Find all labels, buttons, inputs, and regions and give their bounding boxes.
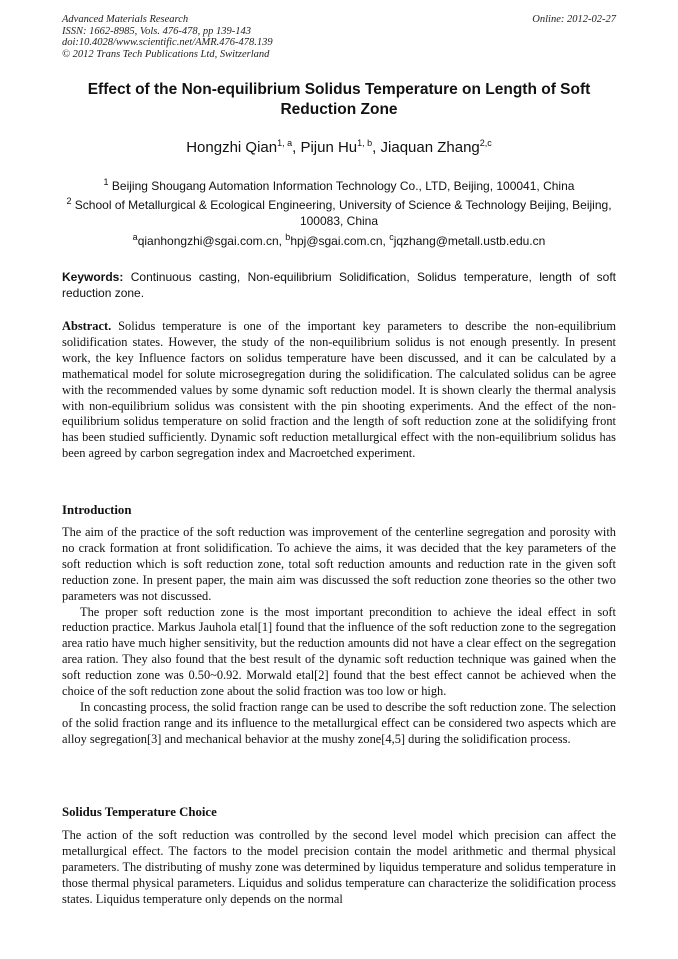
affiliation-number: 2: [66, 196, 72, 206]
journal-doi: doi:10.4028/www.scientific.net/AMR.476-478.139: [62, 37, 273, 48]
author-name: Pijun Hu: [300, 139, 358, 156]
affiliation-2: [62, 197, 616, 229]
journal-name: Advanced Materials Research: [62, 14, 189, 25]
journal-header: [62, 14, 616, 60]
online-date: Online: 2012-02-27: [532, 14, 616, 25]
email-address: hpj@sgai.com.cn,: [290, 234, 390, 248]
author-name: Jiaquan Zhang: [380, 139, 480, 156]
paragraph: The action of the soft reduction was controlled by the second level model which precision can affect the metallurgical effect. The factors to the model precision contain the model arithmetic and thermal physical parameters. The distributing of mushy zone was determined by liquidus temperature and solidus temperature in those thermal physical parameters. Liquidus and solidus temperature can characterize the solidification process states. Liquidus temperature only depends on the normal: [62, 828, 616, 906]
abstract-text: Solidus temperature is one of the important key parameters to describe the non-equilibrium solidification states. However, the study of the non-equilibrium solidus is not enough presently. In present work, the key Influence factors on solidus temperature have been discussed, and it can be calculated by a mathematical model for solute microsegregation during the solidification. The calculated solidus can be agree with the recommended values by some dynamic soft reduction model. It is shown clearly the thermal analysis with non-equilibrium solidus was consistent with the pin shooting experiments. And the effect of the non-equilibrium solidus temperature on solid fraction and the length of soft reduction zone at the solidifying front has been studied sufficiently. Dynamic soft reduction metallurgical effect with the non-equilibrium solidus has been agreed by carbon segregation index and Macroetched experiment.: [62, 319, 616, 461]
affiliation-text: School of Metallurgical & Ecological Engineering, University of Science & Technology Beijing, Beijing, 100083, China: [74, 198, 612, 228]
email-mark: c: [389, 232, 394, 242]
author-affiliation-mark: 1, a: [277, 138, 293, 148]
keywords: [62, 270, 616, 301]
email-address: jqzhang@metall.ustb.edu.cn: [393, 234, 546, 248]
journal-issn: ISSN: 1662-8985, Vols. 476-478, pp 139-143: [62, 25, 251, 37]
paper-title: Effect of the Non-equilibrium Solidus Temperature on Length of Soft Reduction Zone: [87, 81, 591, 118]
paragraph: In concasting process, the solid fraction range can be used to describe the soft reduction zone. The selection of the solid fraction range and its influence to the metallurgical effect can be considered two aspects which are alloy segregation[3] and mechanical behavior at the mushy zone[4,5] during the solidification process.: [62, 699, 616, 746]
abstract: [62, 319, 616, 462]
email-address: qianhongzhi@sgai.com.cn,: [137, 234, 286, 248]
email-mark: b: [285, 232, 291, 242]
keywords-label: Keywords:: [62, 270, 124, 284]
affiliation-text: Beijing Shougang Automation Information Technology Co., LTD, Beijing, 100041, China: [111, 179, 575, 193]
author-separator: ,: [292, 139, 301, 156]
solidus-body: [62, 828, 616, 908]
author-list: [62, 138, 616, 158]
section-heading-introduction: Introduction: [62, 503, 132, 517]
keywords-text: Continuous casting, Non-equilibrium Solidification, Solidus temperature, length of soft reduction zone.: [62, 270, 616, 300]
introduction-body: [62, 525, 616, 748]
abstract-label: Abstract.: [62, 319, 112, 333]
affiliation-number: 1: [103, 177, 109, 187]
journal-copyright: © 2012 Trans Tech Publications Ltd, Switzerland: [62, 48, 270, 60]
author-separator: ,: [372, 139, 381, 156]
author-affiliation-mark: 2,c: [479, 138, 492, 148]
email-list: [62, 233, 616, 249]
paragraph: The aim of the practice of the soft reduction was improvement of the centerline segregation and porosity with no crack formation at front solidification. To achieve the aims, it was decided that the key parameters of the soft reduction which is soft reduction zone, total soft reduction amounts and reduction rate in the given soft reduction zone. In present paper, the main aim was discussed the soft reduction zone theories so the other two parameters was not discussed.: [62, 525, 616, 603]
paragraph: The proper soft reduction zone is the most important precondition to achieve the ideal effect in soft reduction practice. Markus Jauhola etal[1] found that the influence of the soft reduction zone to the segregation area ratio have much higher sensitivity, but the reduction amounts did not have a clear effect on the segregation area ration. They also found that the best result of the dynamic soft reduction technique was gained when the soft reduction zone was 0.50~0.92. Morwald etal[2] found that the best effect cannot be achieved when the choice of the soft reduction zone about the solid fraction was too low or high.: [62, 604, 616, 699]
author-affiliation-mark: 1, b: [357, 138, 373, 148]
author-name: Hongzhi Qian: [186, 139, 278, 156]
email-mark: a: [132, 232, 138, 242]
affiliation-1: [62, 178, 616, 194]
section-heading-solidus: Solidus Temperature Choice: [62, 805, 217, 819]
